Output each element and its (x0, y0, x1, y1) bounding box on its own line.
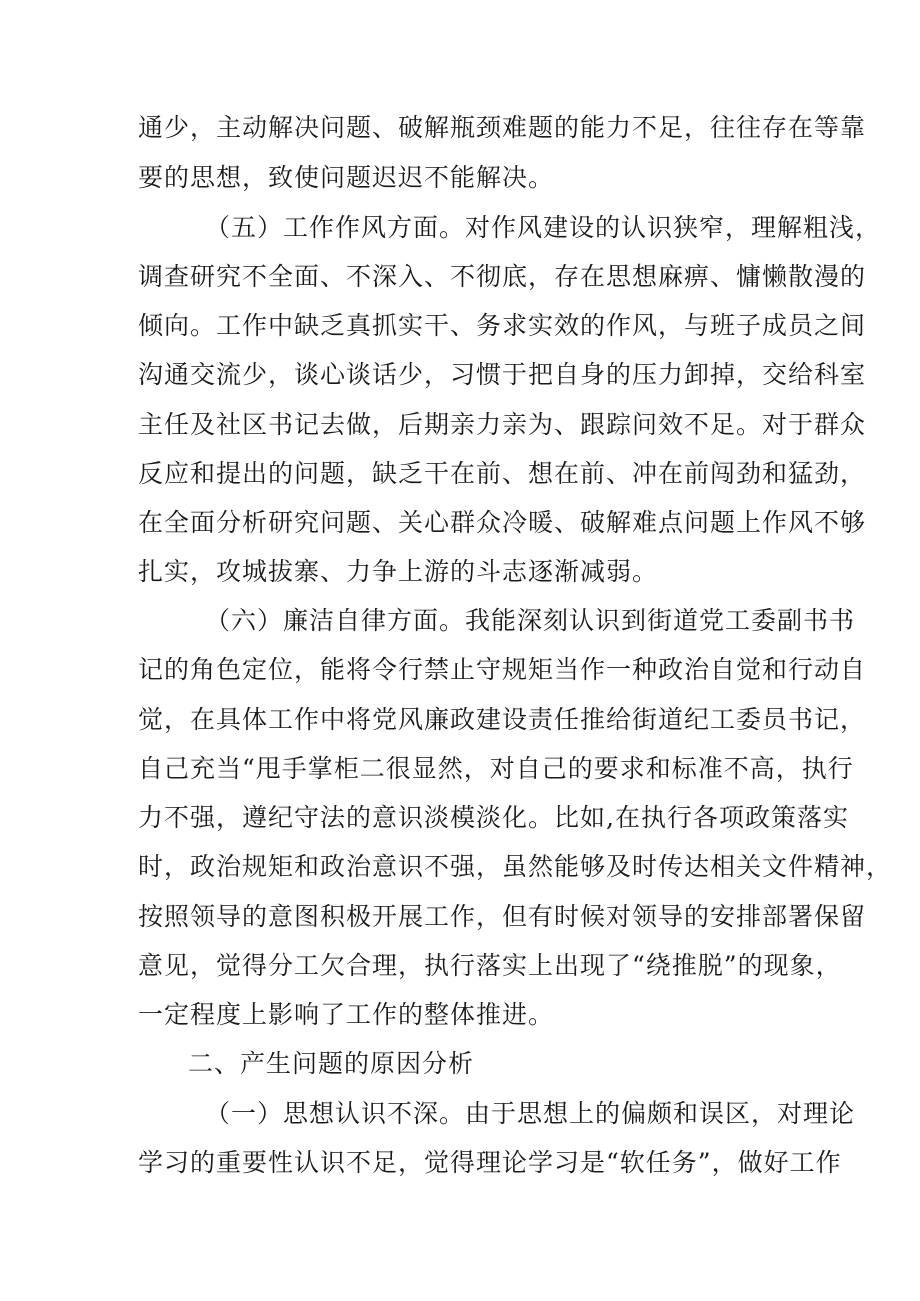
text-line: 扎实，攻城拔寨、力争上游的斗志逐渐减弱。 (138, 557, 659, 586)
text-line: 反应和提出的问题，缺乏干在前、想在前、冲在前闯劲和猛劲， (138, 459, 867, 488)
text-line: 觉，在具体工作中将党风廉政建设责任推给街道纪工委员书记， (138, 705, 867, 734)
text-line: 沟通交流少，谈心谈话少，习惯于把自身的压力卸掉，交给科室 (138, 360, 867, 389)
text-line: 调查研究不全面、不深入、不彻底，存在思想麻痹、慵懒散漫的 (138, 262, 867, 291)
section-6-first-line: （六）廉洁自律方面。我能深刻认识到街道党工委副书书 (205, 606, 856, 635)
text-line: 按照领导的意图积极开展工作，但有时候对领导的安排部署保留 (138, 902, 867, 931)
text-line: 一定程度上影响了工作的整体推进。 (138, 1000, 555, 1029)
section-heading: 二、产生问题的原因分析 (188, 1049, 475, 1078)
text-line: 通少，主动解决问题、破解瓶颈难题的能力不足，往往存在等靠 (138, 113, 867, 142)
text-line: 记的角色定位，能将令行禁止守规矩当作一种政治自觉和行动自 (138, 655, 867, 684)
text-line: 要的思想，致使问题迟迟不能解决。 (138, 163, 555, 192)
text-line: 力不强，遵纪守法的意识淡模淡化。比如,在执行各项政策落实 (138, 803, 849, 832)
text-line: 意见，觉得分工欠合理，执行落实上出现了“绕推脱”的现象， (138, 951, 842, 980)
text-line: 倾向。工作中缺乏真抓实干、务求实效的作风，与班子成员之间 (138, 311, 867, 340)
text-line: 自己充当“甩手掌柜二很显然，对自己的要求和标准不高，执行 (138, 754, 854, 783)
section-5-first-line: （五）工作作风方面。对作风建设的认识狭窄，理解粗浅， (205, 213, 882, 242)
text-line: 学习的重要性认识不足，觉得理论学习是“软任务”，做好工作 (138, 1148, 842, 1177)
text-line: 主任及社区书记去做，后期亲力亲为、跟踪问效不足。对于群众 (138, 410, 867, 439)
text-line: 在全面分析研究问题、关心群众冷暖、破解难点问题上作风不够 (138, 508, 867, 537)
section-2-1-first-line: （一）思想认识不深。由于思想上的偏颇和误区，对理论 (205, 1099, 856, 1128)
text-line: 时，政治规矩和政治意识不强，虽然能够及时传达相关文件精神， (138, 852, 893, 881)
